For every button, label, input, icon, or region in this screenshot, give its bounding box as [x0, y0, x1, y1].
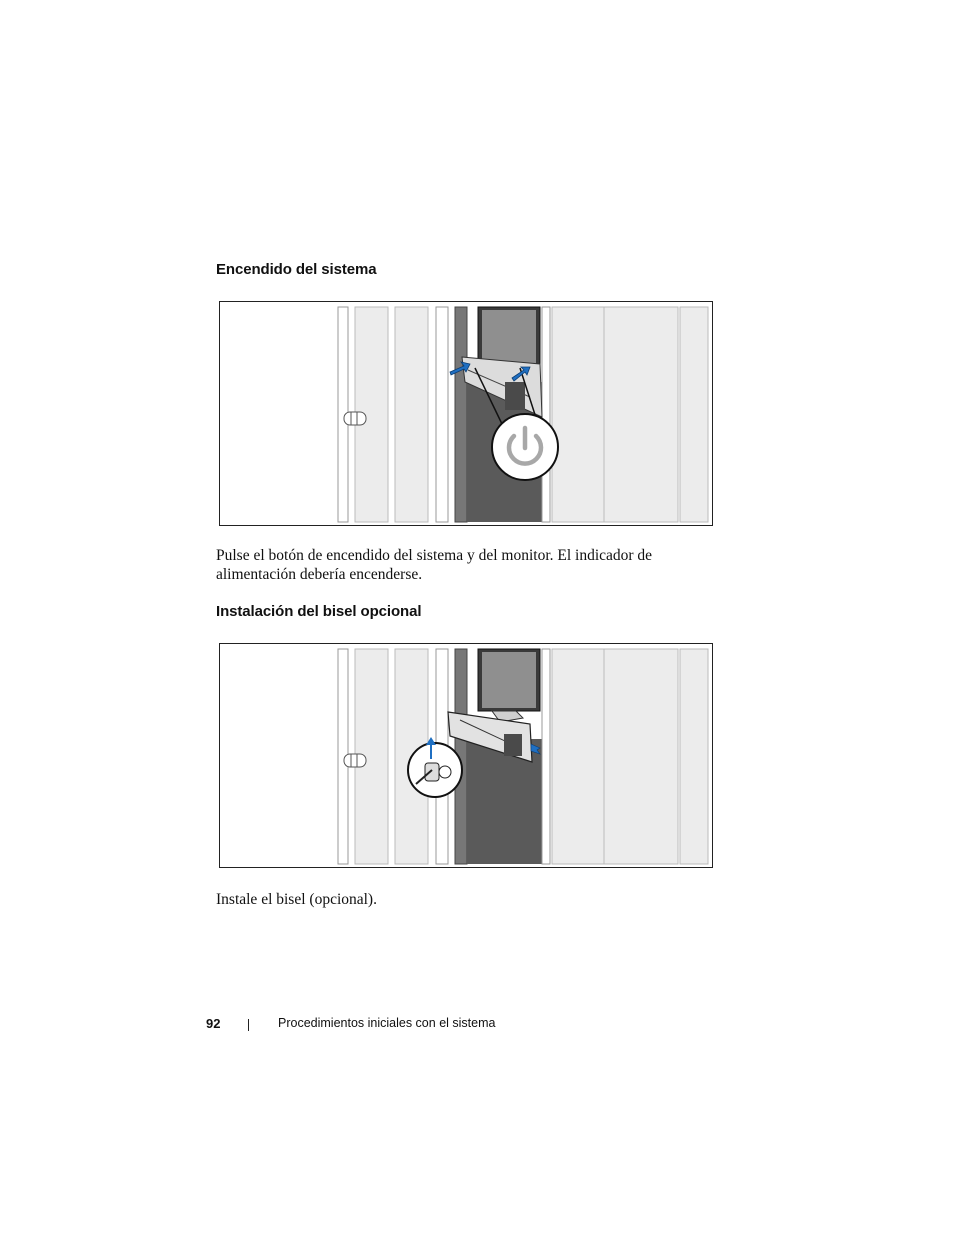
rack-rail-left: [436, 307, 448, 522]
instruction-text-bezel: Instale el bisel (opcional).: [216, 891, 377, 908]
rack-panel: [604, 307, 678, 522]
section-heading-power-on: Encendido del sistema: [216, 261, 377, 278]
chapter-title: Procedimientos iniciales con el sistema: [278, 1016, 496, 1030]
section-heading-bezel: Instalación del bisel opcional: [216, 603, 422, 620]
rack-panel: [552, 649, 604, 864]
rack-panel: [680, 649, 708, 864]
footer-separator: [248, 1019, 249, 1031]
page-footer: [0, 1016, 954, 1036]
bezel-lock-callout: [408, 743, 462, 797]
rack-rail-right: [542, 307, 550, 522]
rack-door-handle: [344, 754, 366, 767]
page-number: 92: [206, 1016, 221, 1031]
rack-rail-post: [455, 307, 467, 522]
rack-rail-right: [542, 649, 550, 864]
instruction-text-power-on: Pulse el botón de encendido del sistema y del monitor. El indicador de alimentación debería encenderse.: [216, 547, 653, 583]
rack-panel: [552, 307, 604, 522]
figure-power-on: [219, 301, 713, 526]
rack-panel: [604, 649, 678, 864]
power-on-illustration: [220, 302, 713, 526]
monitor: [478, 649, 540, 722]
rack-panel: [680, 307, 708, 522]
bezel-illustration: [220, 644, 713, 868]
figure-bezel: [219, 643, 713, 868]
rack-panel: [395, 307, 428, 522]
rack-door-handle: [344, 412, 366, 425]
